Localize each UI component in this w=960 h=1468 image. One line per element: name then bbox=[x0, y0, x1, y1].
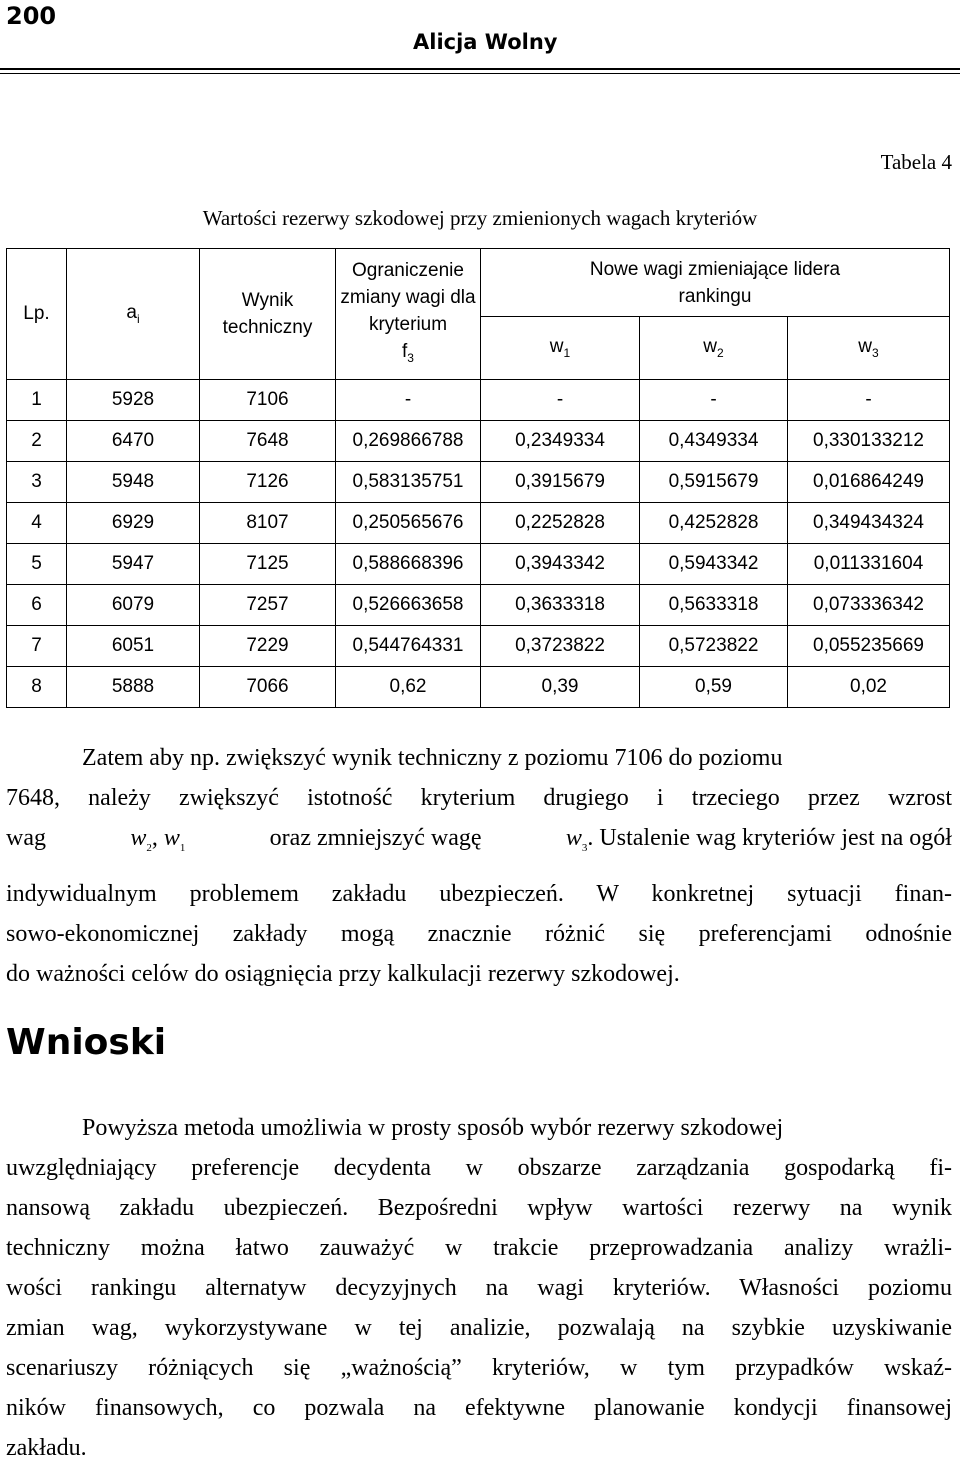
paragraph-line-with-formula: wag $w_2$, $w_1$ oraz zmniejszyć wagę $w_3$. Ustalenie wag kryteriów jest na ogół bbox=[6, 818, 952, 868]
table-cell: 0,073336342 bbox=[788, 585, 950, 626]
paragraph-line: wości rankingu alternatyw decyzyjnych na wagi kryteriów. Własności poziomu bbox=[6, 1275, 952, 1301]
table-cell: 6051 bbox=[67, 626, 200, 667]
table-cell: 0,59 bbox=[640, 667, 788, 708]
table-cell: 0,62 bbox=[336, 667, 481, 708]
paragraph-line: nansową zakładu ubezpieczeń. Bezpośredni wpływ wartości rezerwy na wynik bbox=[6, 1195, 952, 1221]
table-cell: 0,5915679 bbox=[640, 462, 788, 503]
paragraph-line: sowo-ekonomicznej zakłady mogą znacznie różnić się preferencjami odnośnie bbox=[6, 920, 952, 947]
paragraph-line: zakładu. bbox=[6, 1435, 87, 1461]
page-number: 200 bbox=[6, 2, 57, 30]
table-cell: 4 bbox=[7, 503, 67, 544]
table-cell: 0,583135751 bbox=[336, 462, 481, 503]
table-cell: 0,3633318 bbox=[481, 585, 640, 626]
header-lp: Lp. bbox=[7, 249, 67, 380]
table-cell: 0,349434324 bbox=[788, 503, 950, 544]
table-row bbox=[7, 421, 950, 462]
table-row bbox=[7, 462, 950, 503]
table-cell: 0,330133212 bbox=[788, 421, 950, 462]
header-rule-thin bbox=[0, 73, 960, 74]
table-cell: 5928 bbox=[67, 380, 200, 421]
header-wynik-techniczny: Wynik techniczny bbox=[200, 249, 336, 380]
table-cell: 0,055235669 bbox=[788, 626, 950, 667]
table-cell: 1 bbox=[7, 380, 67, 421]
paragraph-line: techniczny można łatwo zauważyć w trakcie przeprowadzania analizy wrażli- bbox=[6, 1235, 952, 1261]
table-cell: 7066 bbox=[200, 667, 336, 708]
table-cell: - bbox=[336, 380, 481, 421]
table-cell: 8107 bbox=[200, 503, 336, 544]
table-cell: - bbox=[481, 380, 640, 421]
table-cell: 0,4349334 bbox=[640, 421, 788, 462]
table-cell: 5 bbox=[7, 544, 67, 585]
table-cell: 0,02 bbox=[788, 667, 950, 708]
header-ograniczenie: Ograniczenie zmiany wagi dla kryterium $f_3$ bbox=[336, 249, 481, 380]
table-cell: - bbox=[640, 380, 788, 421]
table-cell: 2 bbox=[7, 421, 67, 462]
table-row bbox=[7, 667, 950, 708]
table-cell: 0,3943342 bbox=[481, 544, 640, 585]
table-cell: 6470 bbox=[67, 421, 200, 462]
paragraph-line: Powyższa metoda umożliwia w prosty sposób wybór rezerwy szkodowej bbox=[82, 1115, 784, 1141]
table-row bbox=[7, 544, 950, 585]
table-cell: 0,588668396 bbox=[336, 544, 481, 585]
table-label: Tabela 4 bbox=[880, 150, 952, 174]
table-cell: 7126 bbox=[200, 462, 336, 503]
table-cell: 0,544764331 bbox=[336, 626, 481, 667]
table-row bbox=[7, 503, 950, 544]
table-cell: 6079 bbox=[67, 585, 200, 626]
table-cell: 0,2252828 bbox=[481, 503, 640, 544]
paragraph-line: uwzględniający preferencje decydenta w obszarze zarządzania gospodarką fi- bbox=[6, 1155, 952, 1181]
header-w2: $w_2$ bbox=[640, 317, 788, 380]
table-cell: 0,269866788 bbox=[336, 421, 481, 462]
table-cell: 0,39 bbox=[481, 667, 640, 708]
table-row bbox=[7, 626, 950, 667]
body-paragraph bbox=[6, 738, 952, 994]
paragraph-line: 7648, należy zwiększyć istotność kryterium drugiego i trzeciego przez wzrost bbox=[6, 785, 952, 811]
table-caption: Wartości rezerwy szkodowej przy zmienionych wagach kryteriów bbox=[202, 206, 758, 230]
header-w3: $w_3$ bbox=[788, 317, 950, 380]
paragraph-line: do ważności celów do osiągnięcia przy kalkulacji rezerwy szkodowej. bbox=[6, 960, 680, 987]
table-cell: 8 bbox=[7, 667, 67, 708]
table-cell: 7125 bbox=[200, 544, 336, 585]
paragraph-line: zmian wag, wykorzystywane w tej analizie, pozwalają na szybkie uzyskiwanie bbox=[6, 1315, 952, 1341]
table-cell: - bbox=[788, 380, 950, 421]
header-w1: $w_1$ bbox=[481, 317, 640, 380]
weight-symbol-w3: $w_3$. Ustalenie wag kryteriów jest na ogół bbox=[565, 825, 952, 854]
table-row bbox=[7, 585, 950, 626]
table-cell: 0,016864249 bbox=[788, 462, 950, 503]
table-cell: 7 bbox=[7, 626, 67, 667]
table-cell: 0,5943342 bbox=[640, 544, 788, 585]
table-cell: 0,3915679 bbox=[481, 462, 640, 503]
weight-symbol-w2-w1: $w_2$, $w_1$ bbox=[130, 825, 186, 854]
table-row bbox=[7, 380, 950, 421]
table-cell: 7257 bbox=[200, 585, 336, 626]
paragraph-line: ników finansowych, co pozwala na efektywne planowanie kondycji finansowej bbox=[6, 1395, 952, 1421]
paragraph-line: indywidualnym problemem zakładu ubezpieczeń. W konkretnej sytuacji finan- bbox=[6, 880, 952, 907]
table-cell: 7106 bbox=[200, 380, 336, 421]
table-cell: 0,011331604 bbox=[788, 544, 950, 585]
data-table bbox=[6, 248, 950, 708]
table-cell: 5947 bbox=[67, 544, 200, 585]
table-cell: 7229 bbox=[200, 626, 336, 667]
table-cell: 6 bbox=[7, 585, 67, 626]
paragraph-line: scenariuszy różniących się „ważnością” kryteriów, w tym przypadków wskaź- bbox=[6, 1355, 952, 1381]
running-header-author: Alicja Wolny bbox=[413, 30, 558, 54]
header-rule bbox=[0, 68, 960, 70]
table-cell: 0,5633318 bbox=[640, 585, 788, 626]
table-cell: 3 bbox=[7, 462, 67, 503]
table-cell: 7648 bbox=[200, 421, 336, 462]
conclusions-paragraph bbox=[6, 1108, 952, 1468]
header-nowe-wagi: Nowe wagi zmieniające lidera rankingu bbox=[481, 249, 950, 317]
table-cell: 5948 bbox=[67, 462, 200, 503]
table-cell: 0,4252828 bbox=[640, 503, 788, 544]
section-heading: Wnioski bbox=[6, 1022, 167, 1063]
table-cell: 0,5723822 bbox=[640, 626, 788, 667]
header-ai: $a_i$ bbox=[67, 249, 200, 380]
paragraph-line: Zatem aby np. zwiększyć wynik techniczny z poziomu 7106 do poziomu bbox=[82, 745, 783, 771]
table-cell: 0,2349334 bbox=[481, 421, 640, 462]
table-cell: 0,526663658 bbox=[336, 585, 481, 626]
table-cell: 0,3723822 bbox=[481, 626, 640, 667]
table-cell: 6929 bbox=[67, 503, 200, 544]
table-cell: 5888 bbox=[67, 667, 200, 708]
table-cell: 0,250565676 bbox=[336, 503, 481, 544]
